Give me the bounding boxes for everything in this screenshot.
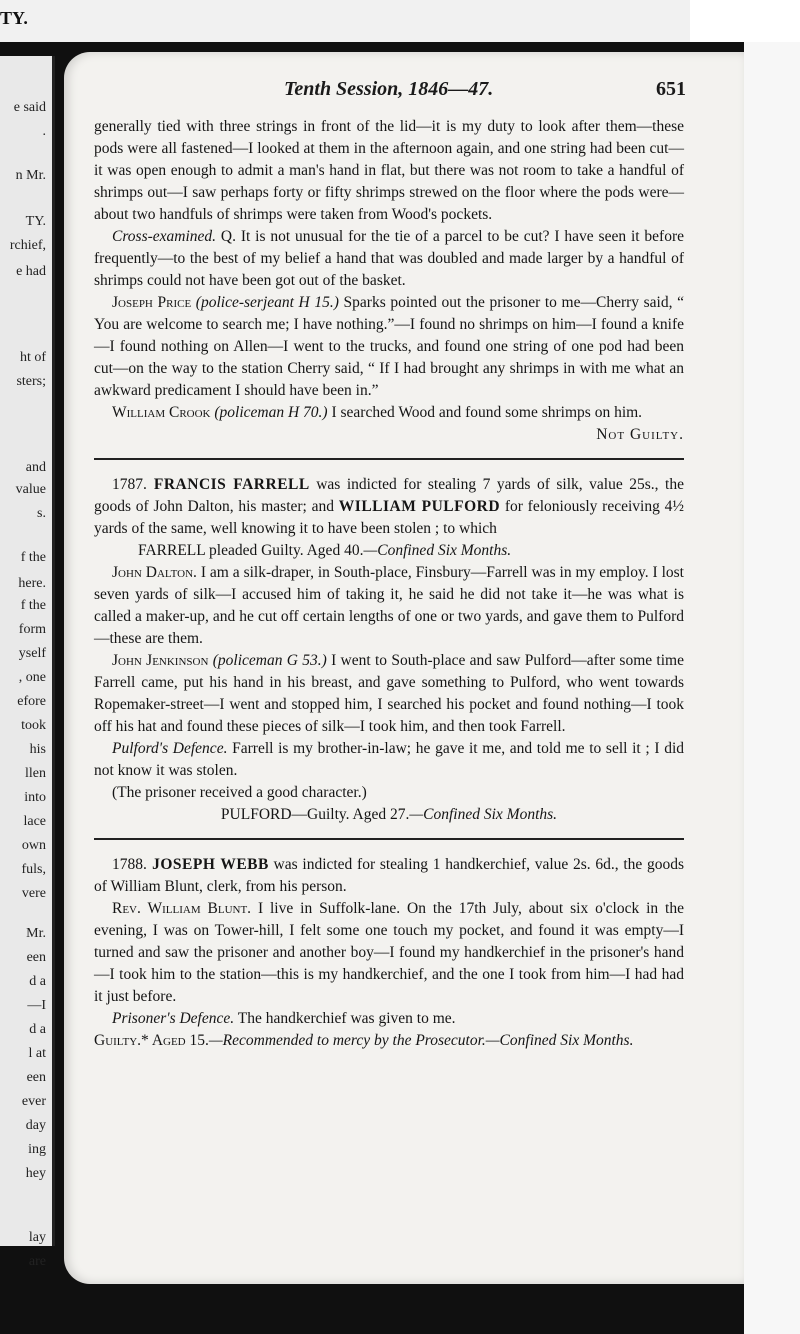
case2-dalton-testimony: John Dalton. I am a silk-draper, in South-place, Finsbury—Farrell was in my employ. I lost seven yards of silk—I accused him of taking it, he said he did not take it—he was what is called a maker-up, and he cut off certain lengths of one or two yards, and gave them to Pulford—these are them. bbox=[94, 564, 684, 647]
facing-page-fragment: s. bbox=[37, 506, 46, 521]
facing-page-fragment: —I bbox=[27, 998, 46, 1013]
case3-defence: Prisoner's Defence. The handkerchief was given to me. bbox=[112, 1010, 456, 1027]
facing-page-fragment: f the bbox=[20, 550, 46, 565]
cross-examined-label: Cross-examined. bbox=[112, 228, 217, 245]
witness-name: Joseph Price bbox=[112, 294, 192, 311]
facing-page-fragment: n Mr. bbox=[15, 168, 46, 183]
facing-page-fragment: value bbox=[15, 482, 46, 497]
facing-page-fragment: his bbox=[29, 742, 46, 757]
case1-crook-testimony: William Crook (policeman H 70.) I searched Wood and found some shrimps on him. bbox=[112, 404, 643, 421]
facing-page-fragment: l at bbox=[28, 1046, 46, 1061]
facing-page-fragment: e had bbox=[16, 264, 46, 279]
facing-page-fragment: ht of bbox=[19, 350, 46, 365]
facing-page-fragment: vere bbox=[21, 886, 46, 901]
top-strip-edge bbox=[690, 0, 800, 42]
facing-page-edge bbox=[0, 56, 55, 1269]
case2-defence: Pulford's Defence. Farrell is my brother-in-law; he gave it me, and told me to sell it ; I did not know it was stolen. bbox=[94, 740, 685, 779]
witness-name: Rev. William Blunt. bbox=[112, 900, 252, 917]
case3-verdict: Guilty.* Aged 15.—Recommended to mercy by the Prosecutor.—Confined Six Months. bbox=[94, 1032, 634, 1049]
witness-name: John Jenkinson bbox=[112, 652, 209, 669]
facing-page-fragment: TY. bbox=[25, 214, 46, 229]
facing-page-fragment: een bbox=[26, 950, 46, 965]
facing-page-fragment: sters; bbox=[16, 374, 46, 389]
case2-indictment: 1787. FRANCIS FARRELL was indicted for stealing 7 yards of silk, value 25s., the goods of John Dalton, his master; and WILLIAM PULFORD for feloniously receiving 4½ yards of the same, well knowing it to have been stolen ; to which bbox=[94, 476, 684, 537]
case1-price-testimony: Joseph Price (police-serjeant H 15.) Sparks pointed out the prisoner to me—Cherry said, “ You are welcome to search me; I have nothing.”—I found no shrimps on him—I found a knife—I found nothing on Allen—I went to the trucks, and found one string of one pod had been cut—on the way to the station Cherry said, “ If I had brought any shrimps in with me what an awkward predicament I should have been in.” bbox=[94, 294, 684, 399]
facing-page-fragment: d a bbox=[29, 1022, 46, 1037]
facing-page-fragment: een bbox=[26, 1070, 46, 1085]
facing-page-fragment: into bbox=[24, 790, 46, 805]
session-title: Tenth Session, 1846—47. bbox=[284, 78, 494, 100]
facing-page-fragment: d a bbox=[29, 974, 46, 989]
case1-verdict: Not Guilty. bbox=[596, 426, 684, 443]
facing-page-fragment: , one bbox=[18, 670, 46, 685]
top-strip-text: TY. bbox=[0, 8, 28, 28]
case3-blunt-testimony: Rev. William Blunt. I live in Suffolk-lane. On the 17th July, about six o'clock in the evening, I was on Tower-hill, I felt some one touch my pocket, and found it was empty—I turned and saw the prisoner and another boy—I found my handkerchief in the prisoner's hand—I took him to the station—this is my handkerchief, and the one I took from him—I had had it just before. bbox=[94, 900, 684, 1005]
page-text bbox=[94, 116, 684, 1052]
facing-page-fragment: Mr. bbox=[26, 926, 46, 941]
facing-page-fragment: . bbox=[42, 124, 46, 139]
case2-jenkinson-testimony: John Jenkinson (policeman G 53.) I went to South-place and saw Pulford—after some time Farrell came, put his hand in his breast, and gave something to Pulford, who went towards Ropemaker-street—I went and stopped him, I searched his pocket and found nothing—I took off his hat and found these pieces of silk—I took him, and then took Farrell. bbox=[94, 652, 684, 735]
case2-character: (The prisoner received a good character.) bbox=[112, 784, 367, 801]
case-divider bbox=[94, 458, 684, 460]
facing-page-fragment: own bbox=[21, 838, 46, 853]
facing-page-fragment: f the bbox=[20, 598, 46, 613]
facing-page-fragment: hey bbox=[25, 1166, 46, 1181]
facing-page-fragment: fuls, bbox=[21, 862, 46, 877]
facing-page-fragment: here. bbox=[18, 576, 46, 591]
running-header bbox=[64, 78, 744, 108]
facing-page-fragment: day bbox=[25, 1118, 46, 1133]
facing-page-fragment: lay bbox=[28, 1230, 46, 1245]
page-number: 651 bbox=[656, 78, 686, 100]
facing-page-fragment: ing bbox=[28, 1142, 46, 1157]
case2-plea: FARRELL pleaded Guilty. Aged 40.—Confined Six Months. bbox=[138, 542, 512, 559]
case1-paragraph-1: generally tied with three strings in front of the lid—it is my duty to look after them—these pods were all fastened—I looked at them in the afternoon again, and one string had been cut—it was open enough to admit a man's hand in flat, but there was not room to take a handful of shrimps out—I saw perhaps forty or fifty shrimps strewed on the floor where the pods were—about two handfuls of shrimps were taken from Wood's pockets. bbox=[94, 118, 684, 223]
top-margin-strip bbox=[0, 0, 800, 42]
witness-name: William Crook bbox=[112, 404, 211, 421]
facing-page-fragment: and bbox=[25, 460, 46, 475]
facing-page-fragment: llen bbox=[25, 766, 46, 781]
case2-verdict: PULFORD—Guilty. Aged 27.—Confined Six Months. bbox=[220, 806, 558, 823]
facing-page-fragment: rchief, bbox=[9, 238, 46, 253]
facing-page-fragment: efore bbox=[17, 694, 46, 709]
facing-page-fragment: e said bbox=[13, 100, 46, 115]
facing-page-fragment: lace bbox=[23, 814, 46, 829]
case-divider bbox=[94, 838, 684, 840]
facing-page-fragment: ever bbox=[21, 1094, 46, 1109]
facing-page-fragment: yself bbox=[18, 646, 46, 661]
witness-name: John Dalton. bbox=[112, 564, 197, 581]
facing-page-fragment: took bbox=[21, 718, 46, 733]
facing-page-fragment: are bbox=[28, 1254, 46, 1269]
case1-cross-examination: Cross-examined. Q. It is not unusual for the tie of a parcel to be cut? I have seen it before frequently—to the best of my belief a hand that was doubled and made larger by a handful of shrimps could not have been got out of the basket. bbox=[94, 228, 684, 289]
right-margin bbox=[744, 42, 800, 1334]
case3-indictment: 1788. JOSEPH WEBB was indicted for stealing 1 handkerchief, value 2s. 6d., the goods of William Blunt, clerk, from his person. bbox=[94, 856, 685, 895]
book-page bbox=[64, 52, 744, 1284]
facing-page-fragment: form bbox=[18, 622, 46, 637]
